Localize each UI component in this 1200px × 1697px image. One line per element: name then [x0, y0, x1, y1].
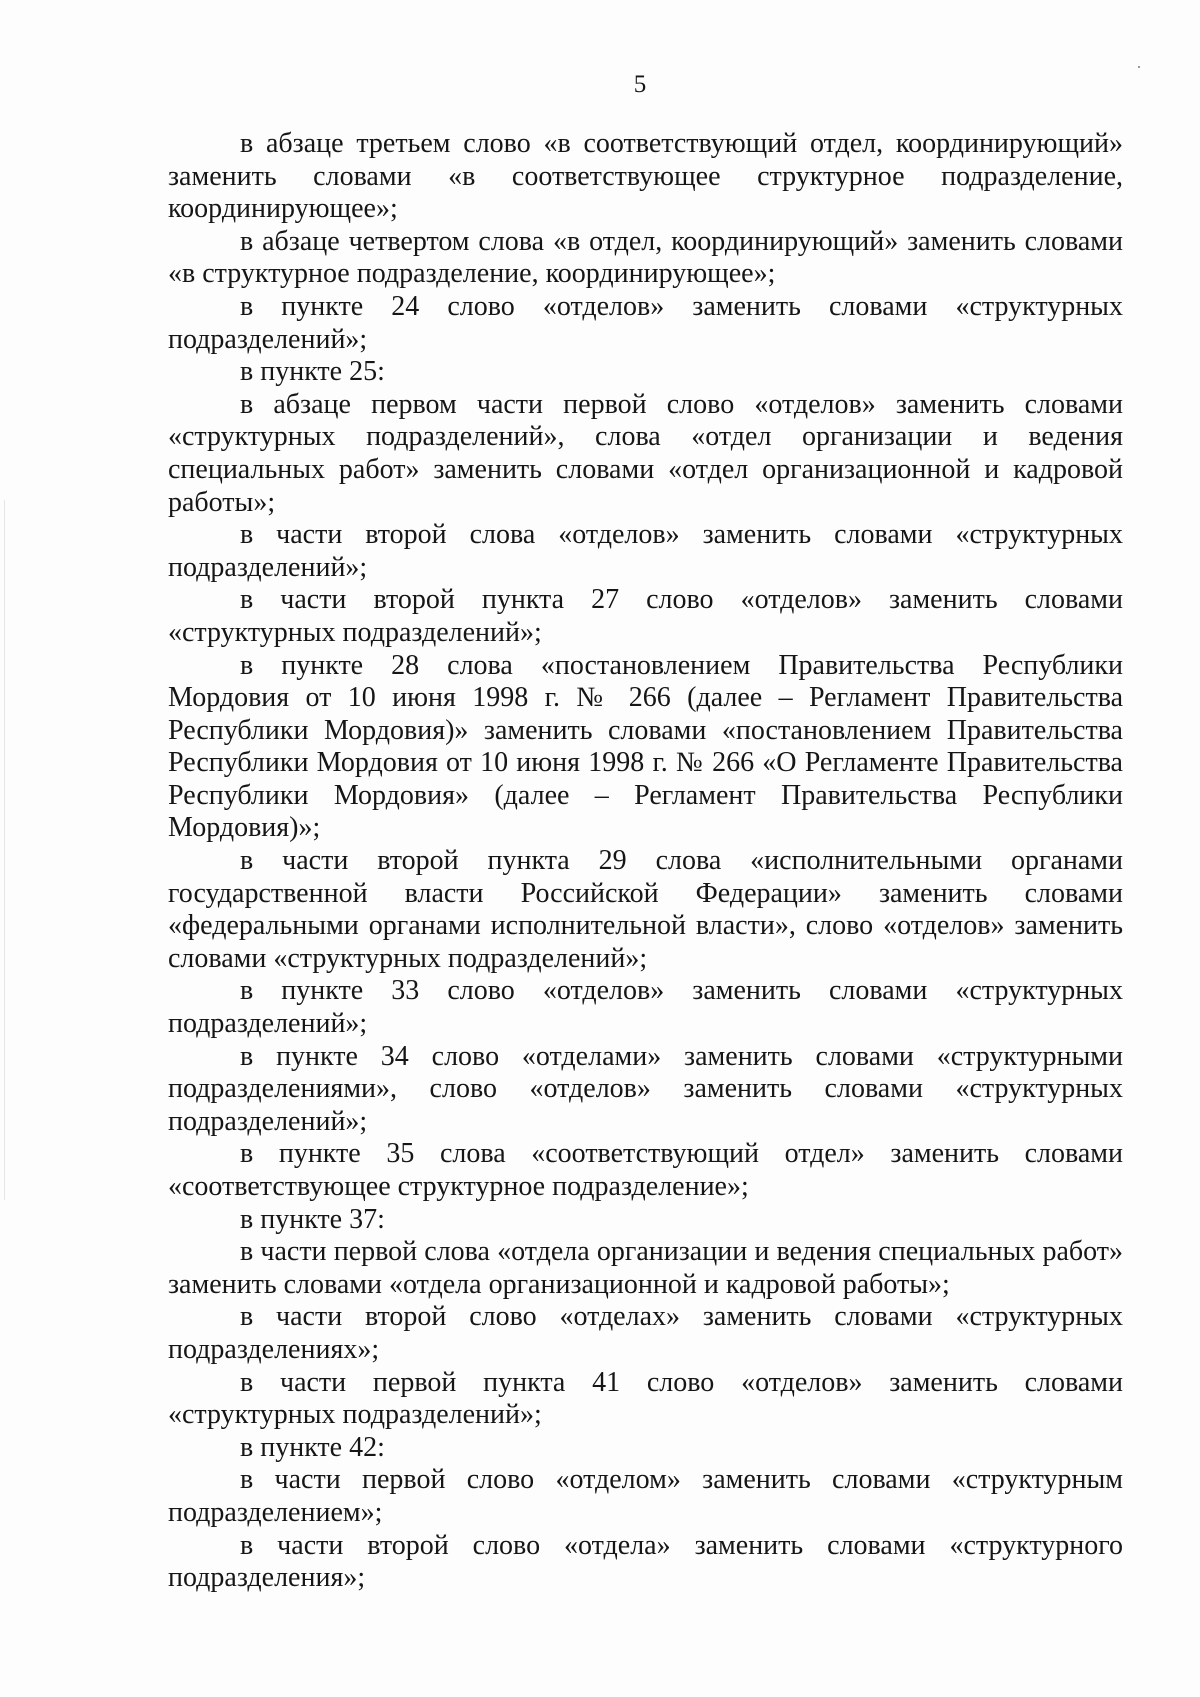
- paragraph: в части второй слово «отдела» заменить словами «структурного подразделения»;: [168, 1529, 1123, 1594]
- paragraph: в части второй слово «отделах» заменить словами «структурных подразделениях»;: [168, 1301, 1123, 1365]
- paragraph: в абзаце четвертом слова «в отдел, координирующий» заменить словами «в структурное подразделение, координирующее»;: [168, 225, 1123, 290]
- document-body: [168, 128, 1123, 1595]
- paragraph: в части первой пункта 41 слово «отделов» заменить словами «структурных подразделений»;: [168, 1366, 1123, 1431]
- paragraph: в части первой слово «отделом» заменить словами «структурным подразделением»;: [168, 1464, 1123, 1528]
- scan-speck: [1138, 66, 1140, 68]
- paragraph: в пункте 25:: [240, 356, 385, 388]
- paragraph: в части второй слова «отделов» заменить словами «структурных подразделений»;: [168, 519, 1123, 583]
- paragraph: в части второй пункта 29 слова «исполнительными органами государственной власти Российской Федерации» заменить словами «федеральными органами исполнительной власти», слово «отделов» заменить словами «структурных подразделений»;: [168, 845, 1123, 974]
- paragraph: в части второй пункта 27 слово «отделов» заменить словами «структурных подразделений»;: [168, 584, 1123, 648]
- paragraph: в пункте 24 слово «отделов» заменить словами «структурных подразделений»;: [168, 290, 1123, 355]
- paragraph: в пункте 35 слова «соответствующий отдел» заменить словами «соответствующее структурное подразделение»;: [168, 1138, 1123, 1202]
- paragraph: в пункте 34 слово «отделами» заменить словами «структурными подразделениями», слово «отделов» заменить словами «структурных подразделений»;: [168, 1040, 1123, 1137]
- paragraph: в пункте 42:: [240, 1431, 385, 1463]
- paragraph: в пункте 28 слова «постановлением Правительства Республики Мордовия от 10 июня 1998 г. № 266 (далее – Регламент Правительства Республики Мордовия)» заменить словами «постановлением Правительства Республики Мордовия от 10 июня 1998 г. № 266 «О Регламенте Правительства Республики Мордовия» (далее – Регламент Правительства Республики Мордовия)»;: [168, 649, 1123, 844]
- paragraph: в пункте 33 слово «отделов» заменить словами «структурных подразделений»;: [168, 975, 1123, 1040]
- scan-edge-line: [4, 500, 5, 1200]
- paragraph: в пункте 37:: [240, 1203, 385, 1235]
- paragraph: в части первой слова «отдела организации и ведения специальных работ» заменить словами «отдела организационной и кадровой работы»;: [168, 1236, 1123, 1300]
- paragraph: в абзаце первом части первой слово «отделов» заменить словами «структурных подразделений», слова «отдел организации и ведения специальных работ» заменить словами «отдел организационной и кадровой работы»;: [168, 388, 1123, 518]
- page-number: 5: [633, 71, 647, 98]
- paragraph: в абзаце третьем слово «в соответствующий отдел, координирующий» заменить словами «в соответствующее структурное подразделение, координирующее»;: [168, 128, 1123, 225]
